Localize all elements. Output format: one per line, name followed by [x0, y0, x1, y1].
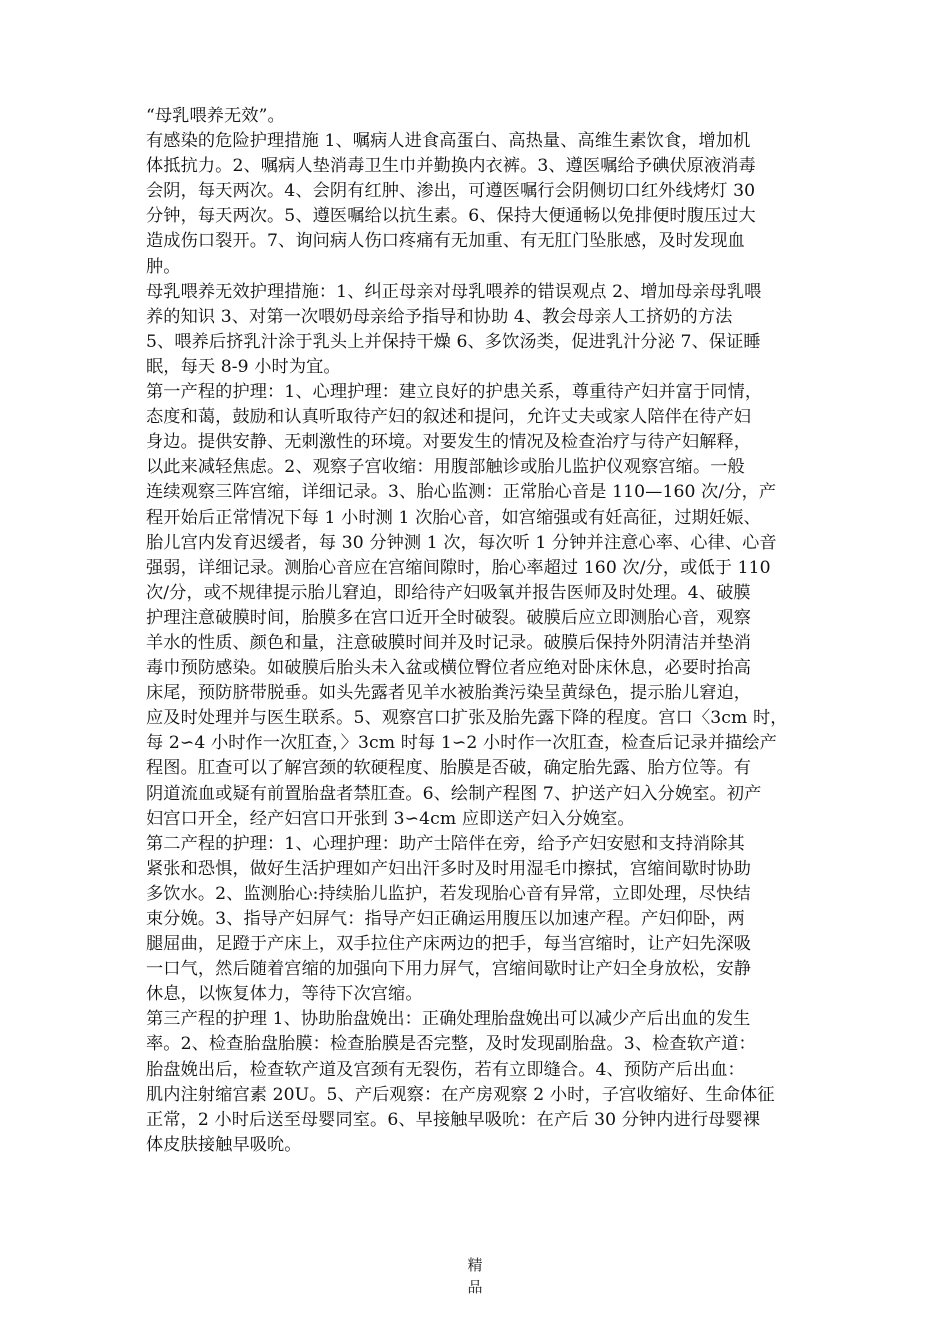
text-line: 5、喂养后挤乳汁涂于乳头上并保持干燥 6、多饮汤类，促进乳汁分泌 7、保证睡 — [146, 331, 761, 352]
text-line: 分钟，每天两次。5、遵医嘱给以抗生素。6、保持大便通畅以免排便时腹压过大 — [146, 206, 756, 227]
text-line: 第一产程的护理：1、心理护理：建立良好的护患关系，尊重待产妇并富于同情， — [146, 382, 763, 403]
text-line: 毒巾预防感染。如破膜后胎头未入盆或横位臀位者应绝对卧床休息，必要时抬高 — [146, 658, 752, 679]
text-line: 床尾，预防脐带脱垂。如头先露者见羊水被胎粪污染呈黄绿色，提示胎儿窘迫， — [146, 683, 752, 704]
text-line: 造成伤口裂开。7、询问病人伤口疼痛有无加重、有无肛门坠胀感，及时发现血 — [146, 231, 745, 252]
text-line: 肿。 — [146, 256, 181, 277]
footer-char: 精 — [467, 1256, 483, 1274]
text-line: 会阴，每天两次。4、会阴有红肿、渗出，可遵医嘱行会阴侧切口红外线烤灯 30 — [146, 181, 756, 202]
text-line: 态度和蔼，鼓励和认真听取待产妇的叙述和提问，允许丈夫或家人陪伴在待产妇 — [146, 407, 752, 428]
text-line: 强弱，详细记录。测胎心音应在宫缩间隙时，胎心率超过 160 次/分，或低于 110 — [146, 557, 771, 578]
text-line: 眠，每天 8-9 小时为宜。 — [146, 356, 341, 377]
text-line: 胎儿宫内发育迟缓者，每 30 分钟测 1 次，每次听 1 分钟并注意心率、心律、心音 — [146, 532, 777, 553]
text-line: 妇宫口开全，经产妇宫口开张到 3∽4cm 应即送产妇入分娩室。 — [146, 808, 635, 829]
text-line: 有感染的危险护理措施 1、嘱病人进食高蛋白、高热量、高维生素饮食，增加机 — [146, 131, 751, 152]
text-line: 正常，2 小时后送至母婴同室。6、早接触早吸吮：在产后 30 分钟内进行母婴裸 — [146, 1109, 761, 1130]
text-line: 胎盘娩出后，检查软产道及宫颈有无裂伤，若有立即缝合。4、预防产后出血： — [146, 1059, 745, 1080]
text-line: 体皮肤接触早吸吮。 — [146, 1134, 302, 1155]
footer-char: 品 — [467, 1278, 483, 1296]
text-line: 紧张和恐惧，做好生活护理如产妇出汗多时及时用湿毛巾擦拭，宫缩间歇时协助 — [146, 858, 752, 879]
document-body — [146, 104, 822, 1158]
text-line: 护理注意破膜时间，胎膜多在宫口近开全时破裂。破膜后应立即测胎心音，观察 — [146, 607, 752, 628]
text-line: 羊水的性质、颜色和量，注意破膜时间并及时记录。破膜后保持外阴清洁并垫消 — [146, 632, 752, 653]
text-line: 应及时处理并与医生联系。5、观察宫口扩张及胎先露下降的程度。宫口〈3cm 时， — [146, 708, 788, 729]
page-footer — [462, 1254, 488, 1298]
text-line: 第二产程的护理：1、心理护理：助产士陪伴在旁，给予产妇安慰和支持消除其 — [146, 833, 745, 854]
text-line: 休息，以恢复体力，等待下次宫缩。 — [146, 984, 423, 1005]
text-line: 身边。提供安静、无刺激性的环境。对要发生的情况及检查治疗与待产妇解释， — [146, 432, 752, 453]
text-line: 以此来减轻焦虑。2、观察子宫收缩：用腹部触诊或胎儿监护仪观察宫缩。一般 — [146, 457, 745, 478]
text-line: 一口气，然后随着宫缩的加强向下用力屏气，宫缩间歇时让产妇全身放松，安静 — [146, 959, 752, 980]
text-line: 第三产程的护理 1、协助胎盘娩出：正确处理胎盘娩出可以减少产后出血的发生 — [146, 1009, 751, 1030]
text-line: 母乳喂养无效护理措施：1、纠正母亲对母乳喂养的错误观点 2、增加母亲母乳喂 — [146, 281, 762, 302]
text-line: 程开始后正常情况下每 1 小时测 1 次胎心音，如宫缩强或有妊高征，过期妊娠、 — [146, 507, 761, 528]
text-line: 连续观察三阵宫缩，详细记录。3、胎心监测：正常胎心音是 110—160 次/分，产 — [146, 482, 777, 503]
text-line: 每 2∽4 小时作一次肛查，〉3cm 时每 1∽2 小时作一次肛查，检查后记录并描绘产 — [146, 733, 777, 754]
text-line: 肌内注射缩宫素 20U。5、产后观察：在产房观察 2 小时，子宫收缩好、生命体征 — [146, 1084, 775, 1105]
text-line: 阴道流血或疑有前置胎盘者禁肛查。6、绘制产程图 7、护送产妇入分娩室。初产 — [146, 783, 762, 804]
text-line: 养的知识 3、对第一次喂奶母亲给予指导和协助 4、教会母亲人工挤奶的方法 — [146, 306, 733, 327]
text-line: 束分娩。3、指导产妇屏气：指导产妇正确运用腹压以加速产程。产妇仰卧，两 — [146, 909, 745, 929]
text-line: 程图。肛查可以了解宫颈的软硬程度、胎膜是否破，确定胎先露、胎方位等。有 — [146, 758, 752, 779]
text-line: 腿屈曲，足蹬于产床上，双手拉住产床两边的把手，每当宫缩时，让产妇先深吸 — [146, 934, 752, 955]
text-line: “母乳喂养无效”。 — [146, 106, 285, 126]
text-line: 次/分，或不规律提示胎儿窘迫，即给待产妇吸氧并报告医师及时处理。4、破膜 — [146, 582, 751, 603]
text-line: 多饮水。2、监测胎心:持续胎儿监护，若发现胎心音有异常，立即处理，尽快结 — [146, 883, 751, 904]
text-line: 率。2、检查胎盘胎膜：检查胎膜是否完整，及时发现副胎盘。3、检查软产道： — [146, 1034, 756, 1055]
text-line: 体抵抗力。2、嘱病人垫消毒卫生巾并勤换内衣裤。3、遵医嘱给予碘伏原液消毒 — [146, 156, 756, 177]
